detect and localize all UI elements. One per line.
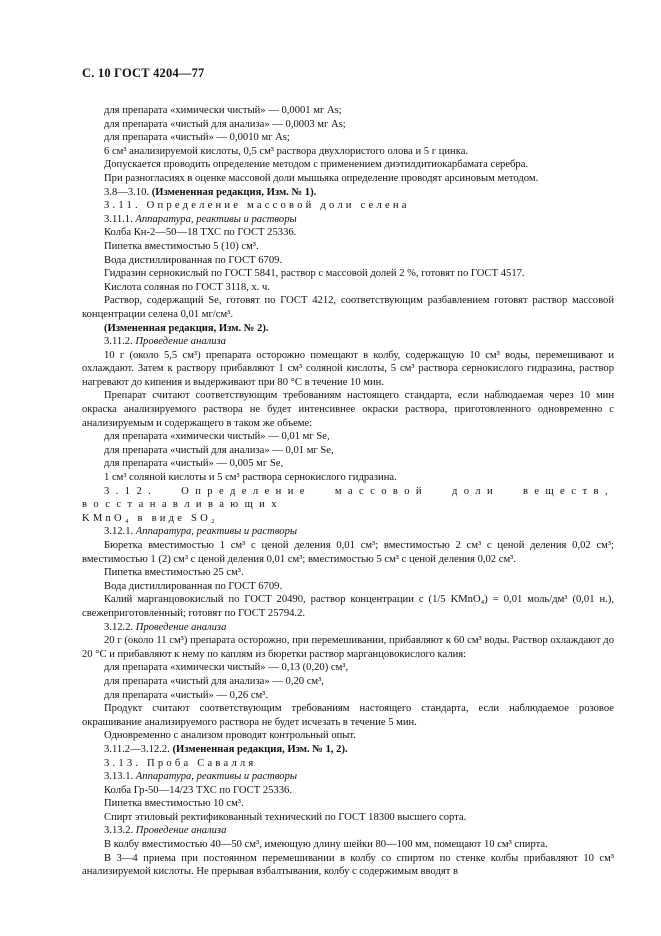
- text-line: Гидразин сернокислый по ГОСТ 5841, раствор с массовой долей 2 %, готовят по ГОСТ 4517.: [104, 268, 525, 280]
- clause-number: 3.11.2—3.12.2.: [104, 743, 170, 755]
- text-line: Спирт этиловый ректификованный технический по ГОСТ 18300 высшего сорта.: [104, 811, 467, 823]
- subsection-title: Аппаратура, реактивы и растворы: [135, 771, 298, 783]
- paragraph: Бюретка вместимостью 1 см³ с ценой деления 0,01 см³; вместимостью 2 см³ с ценой деления 0,02 см³; вместимостью 1 (2) см³ с ценой деления 0,01 см³; вместимостью 5 см³ с ценой деления 0,02 см³.: [82, 540, 614, 565]
- clause-number: 3.11.2.: [104, 336, 133, 348]
- text-line: для препарата «чистый для анализа» — 0,0003 мг As;: [104, 118, 346, 130]
- text-line: Допускается проводить определение методом с применением диэтилдитиокарбамата серебра.: [104, 159, 529, 171]
- text-line: Пипетка вместимостью 5 (10) см³.: [104, 240, 259, 252]
- text-line: В колбу вместимостью 40—50 см³, имеющую длину шейки 80—100 мм, помещают 10 см³ спирта.: [104, 839, 548, 851]
- amendment-text: (Измененная редакция, Изм. № 1, 2).: [172, 743, 348, 755]
- section-heading: 3.12. Определение массовой доли веществ, восстанавливающих: [82, 485, 614, 511]
- paragraph: Калий марганцовокислый по ГОСТ 20490, раствор концентрации с (1/5 KMnO₄) = 0,01 моль/дм³ (0,01 н.), свежеприготовленный; готовят по ГОСТ 25794.2.: [82, 594, 614, 619]
- text-line: для препарата «чистый для анализа» — 0,01 мг Se,: [104, 444, 334, 456]
- amendment-text: (Измененная редакция, Изм. № 1).: [151, 186, 317, 198]
- text-line: для препарата «чистый для анализа» — 0,20 см³,: [104, 675, 324, 687]
- text-line: Вода дистиллированная по ГОСТ 6709.: [104, 580, 283, 592]
- subsection-heading: [82, 213, 614, 227]
- clause-number: 3.12.1.: [104, 526, 134, 538]
- document-body: [82, 104, 614, 879]
- clause-number: 3.11.1.: [104, 213, 133, 225]
- text-line: для препарата «чистый» — 0,005 мг Se,: [104, 458, 284, 470]
- paragraph: 10 г (около 5,5 см³) препарата осторожно помещают в колбу, содержащую 10 см³ воды, перемешивают и охлаждают. Затем к раствору прибавляют 1 см³ соляной кислоты, 5 см³ раствора сернокислого гидразина, раствор нагревают до кипения и выдерживают при 80 °С в течение 10 мин.: [82, 349, 614, 388]
- subsection-heading: [82, 335, 614, 349]
- subsection-title: Проведение анализа: [135, 621, 227, 633]
- subsection-title: Проведение анализа: [135, 825, 227, 837]
- paragraph: Раствор, содержащий Se, готовят по ГОСТ 4212, соответствующим разбавлением готовят раствор массовой концентрации селена 0,01 мг/см³.: [82, 295, 614, 320]
- subsection-heading: [82, 525, 614, 539]
- text-line: 6 см³ анализируемой кислоты, 0,5 см³ раствора двухлористого олова и 5 г цинка.: [104, 145, 469, 157]
- section-heading: 3.13. Проба Савалля: [104, 757, 257, 769]
- paragraph: 20 г (около 11 см³) препарата осторожно, при перемешивании, прибавляют к 60 см³ воды. Раствор охлаждают до 20 °С и прибавляют к нему по каплям из бюретки раствор марганцовокислого калия:: [82, 635, 614, 660]
- text-line: для препарата «химически чистый» — 0,13 (0,20) см³,: [104, 662, 349, 674]
- clause-number: 3.12.2.: [104, 621, 134, 633]
- text-line: для препарата «химически чистый» — 0,01 мг Se,: [104, 431, 330, 443]
- text-line: для препарата «чистый» — 0,0010 мг As;: [104, 132, 290, 144]
- subsection-title: Аппаратура, реактивы и растворы: [135, 526, 298, 538]
- clause-number: 3.8—3.10.: [104, 186, 150, 198]
- text-line: Кислота соляная по ГОСТ 3118, х. ч.: [104, 281, 271, 293]
- text-line: Одновременно с анализом проводят контрольный опыт.: [104, 730, 356, 742]
- paragraph: В 3—4 приема при постоянном перемешивании в колбу со спиртом по стенке колбы прибавляют 10 см³ анализируемой кислоты. Не прерывая взбалтывания, колбу с содержимым вводят в: [82, 852, 614, 878]
- text-line: 1 см³ соляной кислоты и 5 см³ раствора сернокислого гидразина.: [104, 472, 397, 484]
- subsection-heading: [82, 621, 614, 635]
- text-line: Пипетка вместимостью 25 см³.: [104, 567, 244, 579]
- clause-number: 3.13.1.: [104, 771, 134, 783]
- text-line: Колба Кн-2—50—18 ТХС по ГОСТ 25336.: [104, 227, 297, 239]
- text-line: Колба Гр-50—14/23 ТХС по ГОСТ 25336.: [104, 784, 292, 796]
- section-heading-cont: KMnO₄ в виде SO₂: [82, 512, 218, 524]
- text-line: для препарата «химически чистый» — 0,0001 мг As;: [104, 105, 342, 116]
- paragraph: Препарат считают соответствующим требованиям настоящего стандарта, если наблюдаемая через 10 мин окраска анализируемого раствора не будет интенсивнее окраски раствора, приготовленного одновременно с анализируемым и содержащего в таком же объеме:: [82, 390, 614, 429]
- clause-number: 3.13.2.: [104, 825, 134, 837]
- subsection-heading: [82, 770, 614, 784]
- subsection-title: Проведение анализа: [135, 336, 226, 348]
- paragraph: Продукт считают соответствующим требованиям настоящего стандарта, если наблюдаемое розовое окрашивание анализируемого раствора не будет исчезать в течение 5 мин.: [82, 703, 614, 728]
- amendment-note: [82, 743, 614, 757]
- amendment-note: (Измененная редакция, Изм. № 2).: [104, 322, 269, 334]
- text-line: При разногласиях в оценке массовой доли мышьяка определение проводят арсиновым методом.: [104, 172, 539, 184]
- page-header: С. 10 ГОСТ 4204—77: [82, 66, 205, 80]
- subsection-heading: [82, 824, 614, 838]
- text-line: Вода дистиллированная по ГОСТ 6709.: [104, 254, 283, 266]
- text-line: для препарата «чистый» — 0,26 см³.: [104, 689, 269, 701]
- text-line: Пипетка вместимостью 10 см³.: [104, 798, 244, 810]
- subsection-title: Аппаратура, реактивы и растворы: [135, 213, 297, 225]
- section-heading: 3.11. Определение массовой доли селена: [104, 200, 410, 212]
- amendment-note: [82, 186, 614, 200]
